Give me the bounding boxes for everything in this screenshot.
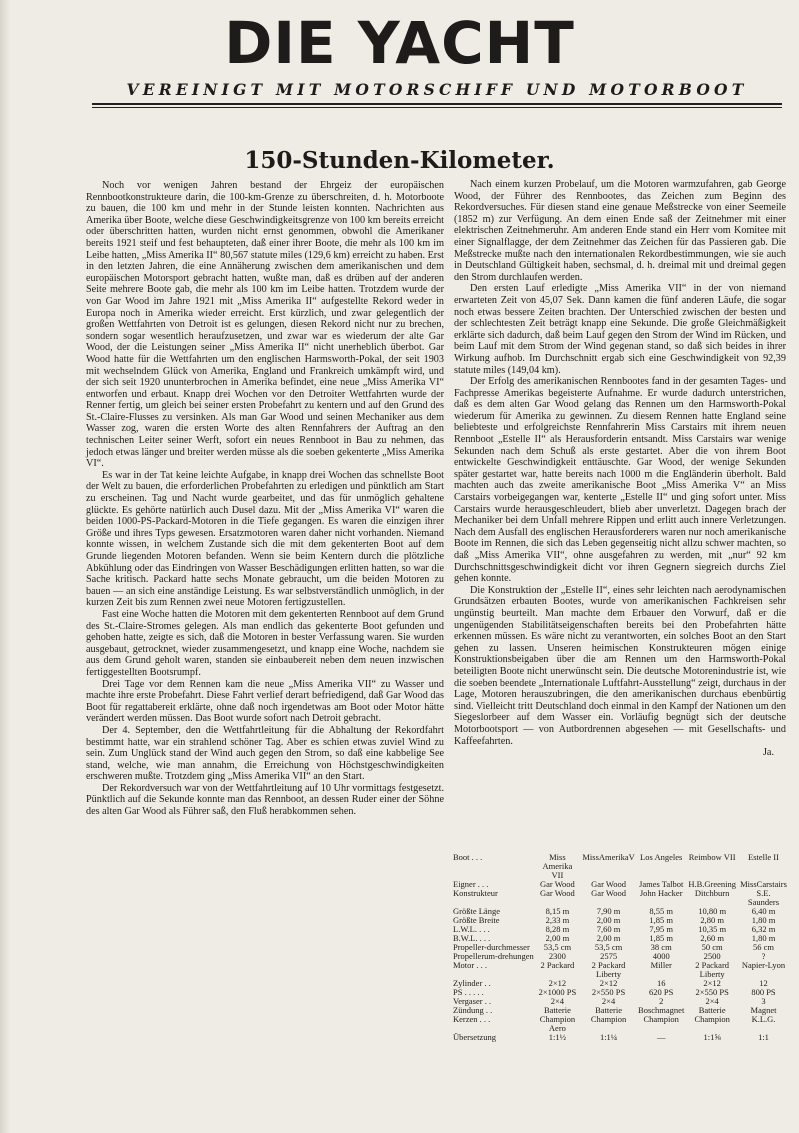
table-cell: ?: [761, 951, 766, 961]
table-cell: 2×12: [599, 978, 618, 988]
table-header-cell: MissAmerikaV: [582, 852, 635, 862]
table-row: [452, 907, 788, 916]
masthead-rule-thin: [92, 107, 782, 108]
table-cell: 2,80 m: [700, 915, 724, 925]
table-cell: 2,00 m: [596, 915, 621, 925]
table-row-label: B.W.L. . . .: [453, 933, 491, 943]
table-cell: Ditchburn: [694, 888, 730, 898]
table-cell: 7,90 m: [596, 906, 621, 916]
table-cell: 2 Packard Liberty: [591, 960, 626, 979]
table-cell: 56 cm: [752, 942, 774, 952]
table-cell: Gar Wood: [540, 879, 575, 889]
table-header-cell: Miss Amerika VII: [542, 852, 573, 880]
table-cell: 7,60 m: [596, 924, 621, 934]
table-cell: 2×12: [703, 978, 721, 988]
paragraph: Fast eine Woche hatten die Motoren mit dem gekenterten Rennboot auf dem Grund des St.-Claire-Stromes gelegen. Als man endlich das gekenterte Boot gefunden und gehoben hatte, zeigte es sich, daß die Motoren in bester Verfassung waren. Sie wurden ausgebaut, getrocknet, wieder zusammengesetzt, und knapp eine Woche, nachdem sie aus dem Grund geholt waren, standen sie einbaubereit neben dem neuen inzwischen fertiggestellten Bootsrumpf.: [86, 608, 444, 678]
table-cell: 2 Packard Liberty: [695, 960, 730, 979]
table-cell: 2: [659, 996, 664, 1006]
paragraph: Die Konstruktion der „Estelle II“, eines sehr leichten nach aerodynamischen Grundsätzen erbauten Bootes, wurde von amerikanischen Fachkreisen sehr ungünstig beurteilt. Man machte dem Erbauer den Vorwurf, daß er die ungenügenden Stabilitätseigenschaften bereits bei den Probefahrten hätte erkennen müssen. Es wäre nicht zu verantworten, ein solches Boot an den Start gehen zu lassen. Unseren heimischen Konstrukteuren mögen einige Konstruktionsbeigaben über die am Rennen um den Harmsworth-Pokal beteiligten Boote nicht unerwünscht sein. Die deutsche Motorenindustrie ist, wie die soeben beendete „Internationale Luftfahrt-Ausstellung“ zeigt, durchaus in der Lage, Motoren herauszubringen, die den amerikanischen durchaus ebenbürtig sind. Vielleicht tritt Deutschland doch einmal in den Kampf der Nationen um den Siegeslorbeer auf dem Wasser ein. Vorläufig begnügt sich der deutsche Motorbootsport — von Autbordrennen abgesehen — mit Gesellschafts- und Kaffeefahrten.: [454, 584, 786, 747]
masthead-title: DIE YACHT: [224, 9, 575, 77]
table-row-label: Größte Länge: [453, 906, 500, 916]
paragraph: Nach einem kurzen Probelauf, um die Motoren warmzufahren, gab George Wood, der Führer des Rennbootes, das Zeichen zum Beginn des Rekordversuches. Für diesen stand eine genaue Meßstrecke von einer Seemeile (1852 m) zur Verfügung. An dem einen Ende saß der Zeitnehmer mit einer elektrischen Zeitnehmeruhr. Am anderen Ende stand ein Herr vom Komitee mit einer Signalflagge, der dem Zeitnehmer das Zeichen für das Passieren gab. Die Meßstrecke mußte nach den internationalen Rekordbestimmungen, wie sie auch in Deutschland Gültigkeit haben, sechsmal, d. h. dreimal mit und dreimal gegen den Strom durchlaufen werden.: [454, 179, 786, 283]
table-cell: H.B.Greening: [688, 879, 736, 889]
table-cell: Gar Wood: [540, 888, 575, 898]
table-row-label: Zündung . .: [453, 1005, 493, 1015]
table-cell: 12: [759, 978, 768, 988]
table-cell: Batterie: [543, 1005, 571, 1015]
table-cell: Boschmagnet: [638, 1005, 685, 1015]
table-cell: K.L.G.: [751, 1014, 776, 1024]
masthead-subtitle: VEREINIGT MIT MOTORSCHIFF UND MOTORBOOT: [126, 80, 748, 99]
table-header-cell: Los Angeles: [640, 852, 683, 862]
table-row-label: Motor . . .: [453, 960, 487, 970]
table-row: [452, 1015, 788, 1033]
table-cell: 2×4: [550, 996, 565, 1006]
table-cell: 10,80 m: [698, 906, 727, 916]
table-cell: 8,55 m: [649, 906, 673, 916]
table-cell: 2500: [703, 951, 721, 961]
table-row-label: Kerzen . . .: [453, 1014, 491, 1024]
table-row: [452, 1033, 788, 1042]
table-cell: 53,5 cm: [594, 942, 623, 952]
table-cell: 7,95 m: [649, 924, 673, 934]
paragraph: Der 4. September, den die Wettfahrtleitung für die Abhaltung der Rekordfahrt bestimmt hatte, war ein strahlend schöner Tag. Aber es schien etwas zuviel Wind zu sein. Zum Unglück stand der Wind auch gegen den Strom, so daß eine kabbelige See stand, welche, wie man annahm, die Erreichung von Höchstgeschwindigkeiten erschweren mußte. Trotzdem ging „Miss Amerika VII“ an den Start.: [86, 724, 444, 783]
table-header-cell: Boot . . .: [453, 852, 483, 862]
table-row-label: Propeller-durchmesser: [453, 942, 530, 952]
article-column-left: [86, 180, 444, 818]
table-cell: 2,00 m: [545, 933, 570, 943]
table-cell: 2×4: [705, 996, 719, 1006]
table-cell: Champion: [643, 1014, 679, 1024]
table-cell: Gar Wood: [591, 879, 626, 889]
table-header-row: [452, 853, 788, 880]
table-cell: 1:1: [758, 1032, 769, 1042]
table-row-label: Größte Breite: [453, 915, 500, 925]
article-column-right: [454, 179, 786, 759]
table-cell: 6,32 m: [751, 924, 776, 934]
table-cell: 6,40 m: [751, 906, 776, 916]
table-cell: —: [656, 1032, 666, 1042]
table-cell: 1:1½: [548, 1032, 567, 1042]
table-row-label: Eigner . . .: [453, 879, 489, 889]
table-cell: 1,80 m: [751, 915, 776, 925]
table-cell: 2×550 PS: [591, 987, 626, 997]
table-cell: 2,00 m: [596, 933, 621, 943]
table-cell: Champion Aero: [539, 1014, 576, 1033]
boat-specs-table: [452, 853, 788, 1042]
paragraph: Der Rekordversuch war von der Wettfahrtleitung auf 10 Uhr vormittags festgesetzt. Pünktlich auf die Sekunde konnte man das Rennboot, an dessen Ruder einer der Söhne des alten Gar Wood als Führer saß, den Fluß herabkommen sehen.: [86, 782, 444, 818]
table-row: [452, 925, 788, 934]
table-cell: 50 cm: [701, 942, 723, 952]
table-cell: Magnet: [750, 1005, 777, 1015]
masthead-rule: [92, 103, 782, 105]
paragraph: Drei Tage vor dem Rennen kam die neue „Miss Amerika VII“ zu Wasser und machte ihre erste Probefahrt. Diese Fahrt verlief derart befriedigend, daß Gar Wood das Boot für regattabereit erklärte, ohne daß noch irgendetwas am Boot oder Motor hätte verändert werden müssen. Das Boot wurde sofort nach Detroit gebracht.: [86, 678, 444, 725]
table-row-label: Konstrukteur: [453, 888, 498, 898]
table-row-label: Übersetzung: [453, 1032, 496, 1042]
table-cell: 38 cm: [650, 942, 672, 952]
table-cell: 800 PS: [751, 987, 776, 997]
table-cell: 2,60 m: [700, 933, 724, 943]
table-row: [452, 916, 788, 925]
table-row-label: Zylinder . .: [453, 978, 491, 988]
table-cell: 8,15 m: [545, 906, 570, 916]
table-cell: 1:1⅝: [703, 1032, 721, 1042]
table-cell: 1,85 m: [649, 933, 673, 943]
table-cell: Champion: [694, 1014, 730, 1024]
table-cell: 2×1000 PS: [538, 987, 577, 997]
table-cell: 2×12: [548, 978, 567, 988]
author-signature: Ja.: [762, 747, 774, 759]
table-cell: MissCarstairs: [740, 879, 787, 889]
paragraph: Den ersten Lauf erledigte „Miss Amerika VII“ in der von niemand erwarteten Zeit von 45,07 Sek. Dann kamen die fünf anderen Läufe, die sogar noch etwas bessere Zeiten brachten. Der Unterschied zwischen der besten und der schlechtesten Zeit beträgt knapp eine Sekunde. Die große Gleichmäßigkeit erklärte sich dadurch, daß beim Lauf gegen den Strom der Wind im Rücken, und beim Lauf mit dem Strom der Wind gegenan stand, so daß sich beides in ihrer Wirkung aufhob. Im Durchschnitt ergab sich eine Geschwindigkeit von 92,39 statute miles (149,04 km).: [454, 283, 786, 376]
table-row: [452, 988, 788, 997]
paragraph: Noch vor wenigen Jahren bestand der Ehrgeiz der europäischen Rennbootkonstrukteure darin, die 100-km-Grenze zu überschreiten, d. h. Motorboote zu bauen, die 100 km und mehr in der Stunde leisten konnten. Nachrichten aus Amerika über Boote, welche diese Geschwindigkeitsgrenze von 100 km bereits erreicht oder überschritten hatten, wurden nicht ernst genommen, obwohl die Amerikaner bereits 1921 steif und fest behaupteten, daß einer ihrer Boote, die mehr als 100 km im Leibe hatten, „Miss Amerika II“ 80,567 statute miles (129,6 km) erreicht zu haben. Erst in den letzten Jahren, die eine Annäherung zwischen dem amerikanischen und dem europäischen Motorsport gebracht hatten, wußte man, daß es drüben auf der anderen Seite mehrere Boote gab, die mehr als 100 km im Leibe hatten. Trotzdem wurde der von Gar Wood im Jahre 1921 mit „Miss Amerika II“ aufgestellte Rekord weder in Europa noch in Amerika wieder erreicht. Erst kürzlich, und zwar gelegentlich der großen Wettfahrten von Detroit ist es gelungen, diesen Rekord nicht nur zu brechen, sondern sogar wesentlich heraufzusetzen, und zwar war es wiederum der alte Gar Wood, der die Leistungen seiner „Miss Amerika II“ nicht unerheblich überbot. Gar Wood hatte für die Wettfahrten um den englischen Harmsworth-Pokal, der seit 1903 mit wechselndem Glück von Amerika, England und Frankreich umkämpft wird, und der sich seit 1920 ununterbrochen in Amerika befindet, eine neue „Miss Amerika VI“ entworfen und erbaut. Knapp drei Wochen vor den Detroiter Wettfahrten wurde der Renner fertig, um gleich bei seiner ersten Probefahrt zu kentern und auf den Grund des St.-Claire-Flusses zu versinken. Als man Gar Wood und seinen Mechaniker aus dem Wasser zog, waren die ersten Worte des alten Rennfahrers der Auftrag an den technischen Leiter seiner Werft, sofort ein neues Rennboot in Bau zu nehmen, das jedoch etwas länger und breiter werden müsse als die soeben gekenterte „Miss Amerika VI“.: [86, 180, 444, 470]
table-cell: Batterie: [698, 1005, 726, 1015]
table-cell: 10,35 m: [698, 924, 727, 934]
table-cell: 620 PS: [649, 987, 674, 997]
table-cell: 2300: [548, 951, 566, 961]
article-title: 150-Stunden-Kilometer.: [244, 147, 555, 174]
table-cell: 53,5 cm: [543, 942, 572, 952]
table-cell: S.E. Saunders: [747, 888, 780, 907]
paragraph: Der Erfolg des amerikanischen Rennbootes fand in der gesamten Tages- und Fachpresse Amerikas begeisterte Aufnahme. Er wurde dadurch unterstrichen, daß es dem alten Gar Wood gelang das Rennen um den Harmsworth-Pokal wiederum für Amerika zu gewinnen. Zu diesem Rennen hatte England seine beliebteste und erfolgreichste Rennfahrerin Miss Carstairs mit ihrem neuen Rennboot „Estelle II“ als Herausforderin entsandt. Miss Carstairs war wenige Sekunden nach dem Schuß als erste gestartet. Aber die von ihrem Boot entwickelte Geschwindigkeit enttäuschte. Gar Wood, der wenige Sekunden später gestartet war, hatte bereits nach 1000 m die Engländerin überholt. Bald machten auch das zweite amerikanische Boot „Miss Amerika V“ an Miss Carstairs vorbeigegangen war, kenterte „Estelle II“ und ging sofort unter. Miss Carstairs wurde herausgeschleudert, blieb aber unverletzt. Dagegen brach der Mechaniker bei dem Unfall mehrere Rippen und erlitt auch innere Verletzungen. Nach dem Ausfall des englischen Herausforderers waren nur noch amerikanische Boote im Rennen, die sich das Leben gegenseitig nicht allzu schwer machten, so daß „Miss Amerika VII“, ohne ausgefahren zu werden, mit „nur“ 92 km Durchschnittsgeschwindigkeit dicht vor ihren Gegnern siegreich durchs Ziel gehen konnte.: [454, 376, 786, 585]
table-cell: 3: [761, 996, 766, 1006]
table-cell: 1,80 m: [751, 933, 776, 943]
table-row-label: L.W.L. . . .: [453, 924, 490, 934]
table-cell: John Hacker: [639, 888, 683, 898]
table-cell: 1:1¼: [599, 1032, 618, 1042]
table-header-cell: Reimbow VII: [688, 852, 736, 862]
table-cell: Napier-Lyon: [741, 960, 786, 970]
table-cell: 2×4: [601, 996, 616, 1006]
paragraph: Es war in der Tat keine leichte Aufgabe, in knapp drei Wochen das schnellste Boot der Welt zu bauen, die erforderlichen Probefahrten zu erledigen und pünktlich am Start zu erscheinen. Tag und Nacht wurde gearbeitet, und das für unmöglich gehaltene glückte. Es gehörte natürlich auch Dusel dazu. Mit der „Miss Amerika VI“ waren die beiden 1000-PS-Packard-Motoren in die Tiefe gegangen. Es waren die einzigen ihrer Größe und ihres Typs gewesen. Ersatzmotoren waren daher nicht vorhanden. Niemand konnte wissen, in welchem Zustande sich die mit dem gekenterten Boot auf dem Grunde liegenden Motoren befanden. Wenn sie beim Kentern durch die plötzliche Abkühlung oder das Eindringen von Wasser Beschädigungen erlitten hatten, so war die Sache kritisch. Packard hatte sechs Monate gebraucht, um die beiden Motoren zu bauen — an sich eine anständige Leistung. Es war selbstverständlich unmöglich, in der kurzen Zeit bis zum Rennen zwei neue Motoren fertigzustellen.: [86, 469, 444, 609]
table-cell: James Talbot: [639, 879, 684, 889]
table-cell: 2,33 m: [545, 915, 570, 925]
table-cell: 2575: [600, 951, 618, 961]
table-cell: 16: [656, 978, 666, 988]
table-row: [452, 961, 788, 979]
table-cell: Champion: [590, 1014, 627, 1024]
table-header-cell: Estelle II: [748, 852, 779, 862]
table-cell: 2 Packard: [540, 960, 575, 970]
table-row-label: Propellerum-drehungen: [453, 951, 534, 961]
table-cell: 4000: [652, 951, 670, 961]
table-cell: 2×550 PS: [695, 987, 729, 997]
table-cell: Miller: [650, 960, 672, 970]
table-cell: 1,85 m: [649, 915, 673, 925]
table-cell: Batterie: [595, 1005, 623, 1015]
table-row-label: PS . . . . .: [453, 987, 484, 997]
table-row-label: Vergaser . .: [453, 996, 492, 1006]
table-row: [452, 889, 788, 907]
table-cell: Gar Wood: [591, 888, 626, 898]
table-cell: 8,28 m: [545, 924, 570, 934]
